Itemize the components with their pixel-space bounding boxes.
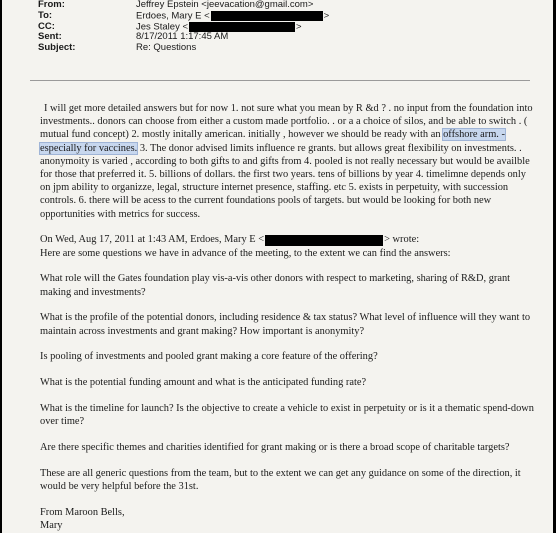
highlighted-text: offshore arm. - especially for vaccines. xyxy=(40,129,505,154)
attribution-start: On Wed, Aug 17, 2011 at 1:43 AM, Erdoes, Mary E < xyxy=(40,234,265,246)
question-item: What is the potential funding amount and what is the anticipated funding rate? xyxy=(40,377,367,389)
email-printout xyxy=(2,0,553,533)
subject-value: Re: Questions xyxy=(136,42,197,54)
question-item: Is pooling of investments and pooled grant making a core feature of the offering? xyxy=(40,351,378,363)
from-label: From: xyxy=(38,0,65,10)
subject-label: Subject: xyxy=(38,42,76,54)
sent-value: 8/17/2011 1:17:45 AM xyxy=(136,31,229,43)
to-label: To: xyxy=(38,9,53,21)
to-value: Erdoes, Mary E < xyxy=(136,10,210,22)
reply-paragraph xyxy=(40,102,536,221)
to-end: > xyxy=(323,10,330,22)
cc-end: > xyxy=(296,21,302,33)
quoted-intro: Here are some questions we have in advance of the meeting, to the extent we can find the answers: xyxy=(40,247,451,259)
signature: Mary xyxy=(40,520,63,532)
cc-value: Jes Staley < xyxy=(136,21,189,33)
redaction-bar xyxy=(265,235,383,246)
redaction-bar xyxy=(189,22,295,32)
header-divider xyxy=(30,80,530,81)
sent-label: Sent: xyxy=(38,31,62,43)
email-body xyxy=(40,102,536,532)
redaction-bar xyxy=(211,11,323,21)
signoff-block xyxy=(40,506,536,532)
question-item: Are there specific themes and charities identified for grant making or is there a broad scope of charitable targets? xyxy=(40,442,510,454)
quoted-attribution xyxy=(40,233,536,259)
question-item: These are all generic questions from the team, but to the extent we can get any guidance on some of the direction, it would be very helpful before the 31st. xyxy=(40,467,521,493)
question-item: What is the timeline for launch? Is the objective to create a vehicle to exist in perpetuity or is it a thematic spend-down over time? xyxy=(40,403,534,428)
cc-label: CC: xyxy=(38,20,55,32)
reply-text-end: 3. The donor advised limits influence re grants. but allows great flexibility on investments. . anonymoity is varied , according to both gifts to and gifts from 4. pooled is not really necessary but would be availble for those that preferred it. 5. billions of dollars. the first two years. tens of billions by year 4. timelimne depends only on jpm ability to organizze, legal, structure internet presence, staffing. etc 5. exists in perpetuity, with succession controls. 6. there will be acess to the current foundations pools of targets. but would be looking for both new opportunities with metrics for success. xyxy=(40,142,530,220)
reply-text-start: I will get more detailed answers but for now 1. not sure what you mean by R &d ? . no input from the foundation into investments.. donors can choose from either a custom made portfolio. . or a a choice of silos, and be able to switch . ( mutual fund concept) 2. mostly initally american. initially , however we should be ready with an xyxy=(40,103,533,141)
attribution-end: > wrote: xyxy=(384,234,420,246)
from-value: Jeffrey Epstein <jeevacation@gmail.com> xyxy=(136,0,314,10)
question-item: What is the profile of the potential donors, including residence & tax status? What level of influence will they want to maintain across investments and grant making? How important is anonymity? xyxy=(40,312,531,337)
question-item: What role will the Gates foundation play vis-a-vis other donors with respect to marketing, sharing of R&D, grant making and investments? xyxy=(40,273,511,298)
signoff: From Maroon Bells, xyxy=(40,506,125,518)
